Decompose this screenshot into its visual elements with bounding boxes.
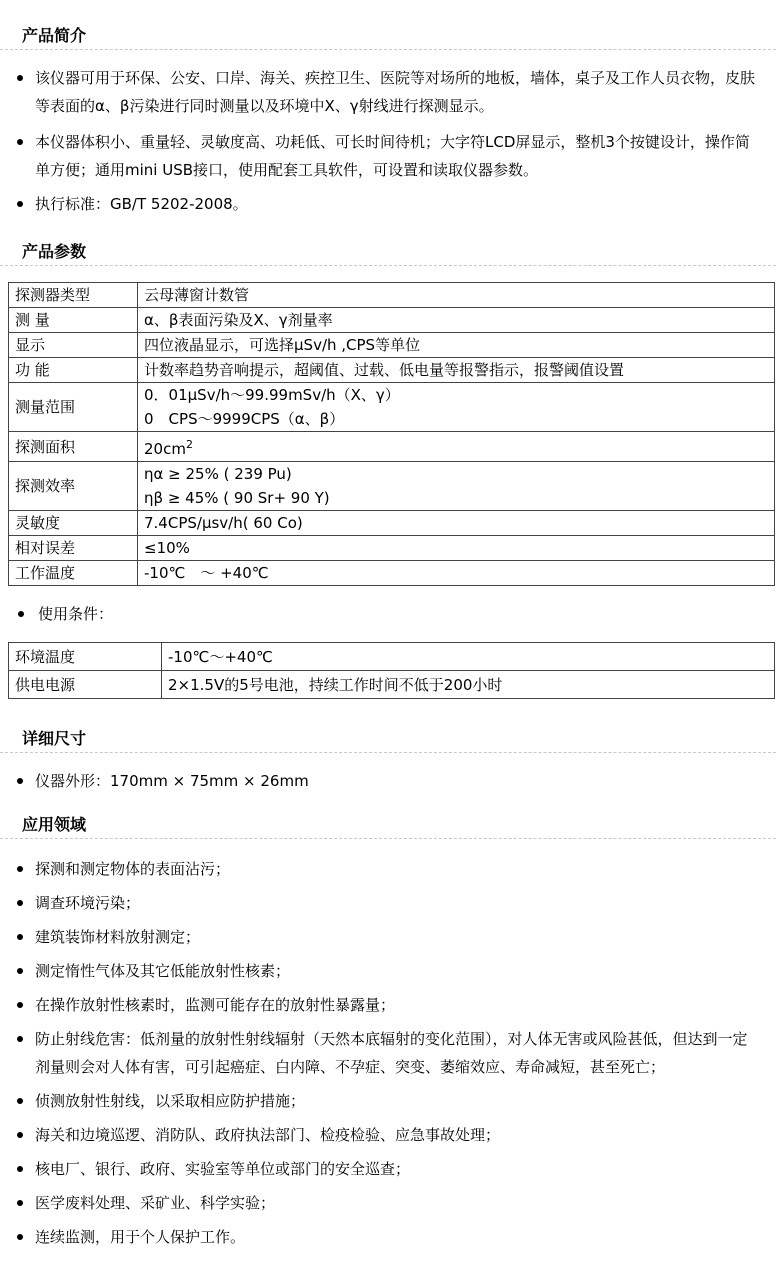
conditions-label: 使用条件：	[0, 586, 776, 642]
section-title-intro: 产品简介	[0, 0, 776, 50]
table-row	[9, 432, 775, 462]
table-row	[9, 308, 775, 333]
list-item: 执行标准：GB/T 5202-2008。	[35, 190, 760, 218]
list-item: 仪器外形：170mm × 75mm × 26mm	[35, 767, 760, 795]
condition-value: -10℃～+40℃	[162, 643, 775, 671]
table-row	[9, 358, 775, 383]
list-item: 连续监测，用于个人保护工作。	[35, 1223, 760, 1251]
param-value: 7.4CPS/μsv/h( 60 Co)	[138, 511, 775, 536]
param-value: -10℃ ～ +40℃	[138, 561, 775, 586]
param-key: 相对误差	[9, 536, 138, 561]
list-item: 侦测放射性射线，以采取相应防护措施；	[35, 1087, 760, 1115]
table-row	[9, 511, 775, 536]
section-title-applications: 应用领域	[0, 795, 776, 839]
param-value: α、β表面污染及X、γ剂量率	[138, 308, 775, 333]
param-value	[138, 383, 775, 432]
list-item: 防止射线危害：低剂量的放射性射线辐射（天然本底辐射的变化范围），对人体无害或风险甚低，但达到一定剂量则会对人体有害，可引起癌症、白内障、不孕症、突变、萎缩效应、寿命减短，甚至死亡；	[35, 1025, 760, 1081]
param-value: 四位液晶显示，可选择μSv/h ,CPS等单位	[138, 333, 775, 358]
table-row	[9, 283, 775, 308]
list-item: 在操作放射性核素时，监测可能存在的放射性暴露量；	[35, 991, 760, 1019]
table-row	[9, 561, 775, 586]
condition-key: 供电电源	[9, 671, 162, 699]
section-title-size: 详细尺寸	[0, 699, 776, 753]
param-key: 探测效率	[9, 462, 138, 511]
conditions-table	[8, 642, 775, 699]
param-value-line: ηβ ≥ 45% ( 90 Sr+ 90 Y)	[144, 489, 330, 507]
table-row	[9, 671, 775, 699]
section-title-params: 产品参数	[0, 218, 776, 266]
list-item: 本仪器体积小、重量轻、灵敏度高、功耗低、可长时间待机；大字符LCD屏显示，整机3个按键设计，操作简单方便；通用mini USB接口，使用配套工具软件，可设置和读取仪器参数。	[35, 128, 760, 184]
list-item: 医学废料处理、采矿业、科学实验；	[35, 1189, 760, 1217]
condition-value: 2×1.5V的5号电池，持续工作时间不低于200小时	[162, 671, 775, 699]
list-item: 核电厂、银行、政府、实验室等单位或部门的安全巡查；	[35, 1155, 760, 1183]
table-row	[9, 643, 775, 671]
param-key: 探测面积	[9, 432, 138, 462]
list-item: 测定惰性气体及其它低能放射性核素；	[35, 957, 760, 985]
params-table	[8, 282, 775, 586]
size-list	[0, 753, 776, 795]
param-value: 云母薄窗计数管	[138, 283, 775, 308]
param-value-line: 0．01μSv/h～99.99mSv/h（X、γ）	[144, 386, 400, 404]
intro-list	[0, 50, 776, 218]
param-key: 工作温度	[9, 561, 138, 586]
list-item: 建筑装饰材料放射测定；	[35, 923, 760, 951]
param-key: 探测器类型	[9, 283, 138, 308]
table-row	[9, 333, 775, 358]
param-value	[138, 432, 775, 462]
list-item: 该仪器可用于环保、公安、口岸、海关、疾控卫生、医院等对场所的地板，墙体，桌子及工作人员衣物，皮肤等表面的α、β污染进行同时测量以及环境中X、γ射线进行探测显示。	[35, 64, 760, 120]
condition-key: 环境温度	[9, 643, 162, 671]
param-key: 灵敏度	[9, 511, 138, 536]
list-item: 海关和边境巡逻、消防队、政府执法部门、检疫检验、应急事故处理；	[35, 1121, 760, 1149]
param-key: 显示	[9, 333, 138, 358]
list-item: 探测和测定物体的表面沾污；	[35, 855, 760, 883]
param-key: 测 量	[9, 308, 138, 333]
table-row	[9, 536, 775, 561]
param-value: 计数率趋势音响提示，超阈值、过载、低电量等报警指示，报警阈值设置	[138, 358, 775, 383]
table-row	[9, 383, 775, 432]
param-value-line: 0 CPS～9999CPS（α、β）	[144, 410, 345, 428]
superscript: 2	[185, 437, 193, 451]
table-row	[9, 462, 775, 511]
param-value-line: ηα ≥ 25% ( 239 Pu)	[144, 465, 292, 483]
param-value	[138, 462, 775, 511]
param-key: 功 能	[9, 358, 138, 383]
param-key: 测量范围	[9, 383, 138, 432]
param-value-text: 20cm	[144, 439, 186, 458]
applications-list	[0, 839, 776, 1251]
list-item: 调查环境污染；	[35, 889, 760, 917]
param-value: ≤10%	[138, 536, 775, 561]
